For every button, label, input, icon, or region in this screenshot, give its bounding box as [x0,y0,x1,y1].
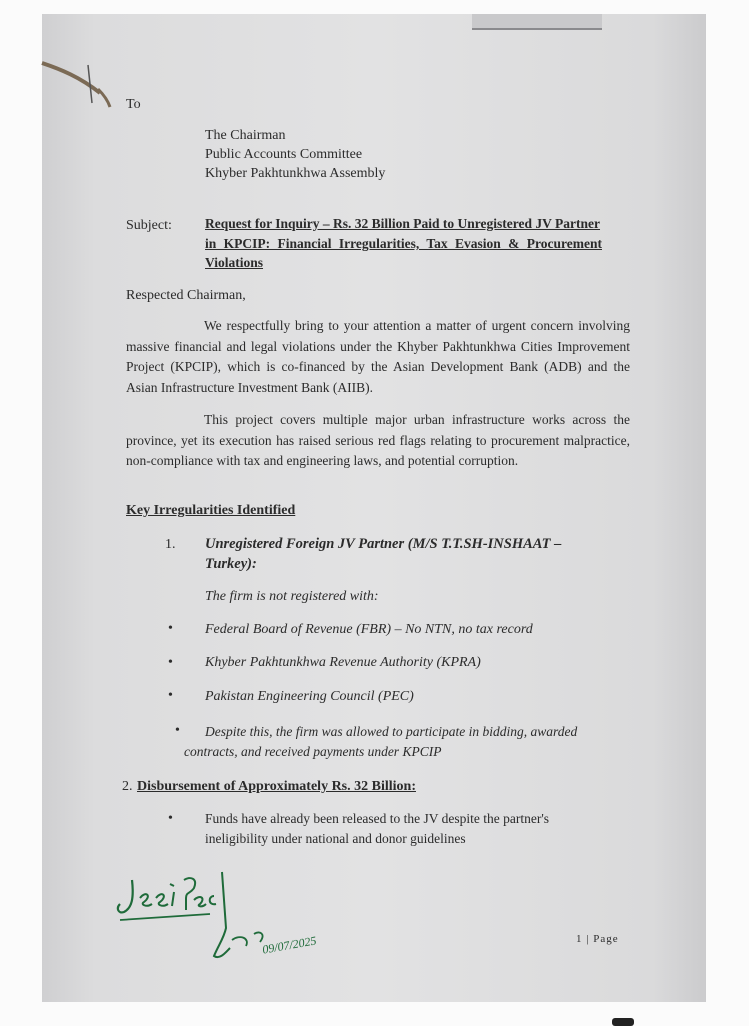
item-2-number: 2. [122,779,133,794]
subject-line-3: Violations [205,255,264,270]
subject-label: Subject: [126,218,172,233]
bottom-indicator [612,1018,634,1026]
paragraph-2: This project covers multiple major urban infrastructure works across the province, yet its execution has raised serious red flags relating to procurement malpractice, non-compliance with tax and engineering laws, and potential corruption. [126,412,630,468]
addressee-line-1: The Chairman [205,128,286,143]
item-1-note-line-2: contracts, and received payments under KPCIP [184,744,442,759]
section-heading: Key Irregularities Identified [126,503,296,518]
item-1-title-line-1: Unregistered Foreign JV Partner (M/S T.T.SH-INSHAAT – [205,536,562,552]
addressee-line-2: Public Accounts Committee [205,147,363,162]
salutation: Respected Chairman, [126,288,246,303]
bullet-icon: • [168,688,173,703]
item-1-number: 1. [165,537,176,552]
item-1-bullet-1: Federal Board of Revenue (FBR) – No NTN, no tax record [205,622,533,637]
item-1-bullet-2: Khyber Pakhtunkhwa Revenue Authority (KPRA) [205,655,481,670]
item-1-note-line-1: Despite this, the firm was allowed to participate in bidding, awarded [205,724,578,739]
top-tab-strip [472,14,602,30]
bullet-icon: • [168,811,173,826]
item-1-bullet-3: Pakistan Engineering Council (PEC) [205,689,414,704]
item-1-intro: The firm is not registered with: [205,589,379,604]
bullet-icon: • [175,723,180,738]
handwritten-signature [110,868,330,978]
paragraph-1: We respectfully bring to your attention a matter of urgent concern involving massive financial and legal violations under the Khyber Pakhtunkhwa Cities Improvement Project (KPCIP), which is co-financed by the Asian Development Bank (ADB) and the Asian Infrastructure Investment Bank (AIIB). [126,318,630,395]
item-1-title-line-2: Turkey): [205,556,257,572]
page-number: 1 | Page [576,933,619,945]
signature-date: 09/07/2025 [261,933,318,957]
subject-line-1: Request for Inquiry – Rs. 32 Billion Paid to Unregistered JV Partner [205,216,601,231]
bullet-icon: • [168,655,173,670]
item-2-bullet-line-1: Funds have already been released to the JV despite the partner's [205,811,550,826]
item-2-bullet-line-2: ineligibility under national and donor guidelines [205,831,466,846]
to-label: To [126,97,141,112]
string-tie-icon [40,55,120,115]
item-2-title: Disbursement of Approximately Rs. 32 Billion: [137,779,416,794]
bullet-icon: • [168,621,173,636]
addressee-line-3: Khyber Pakhtunkhwa Assembly [205,166,386,181]
subject-line-2: in KPCIP: Financial Irregularities, Tax Evasion & Procurement [205,236,602,251]
